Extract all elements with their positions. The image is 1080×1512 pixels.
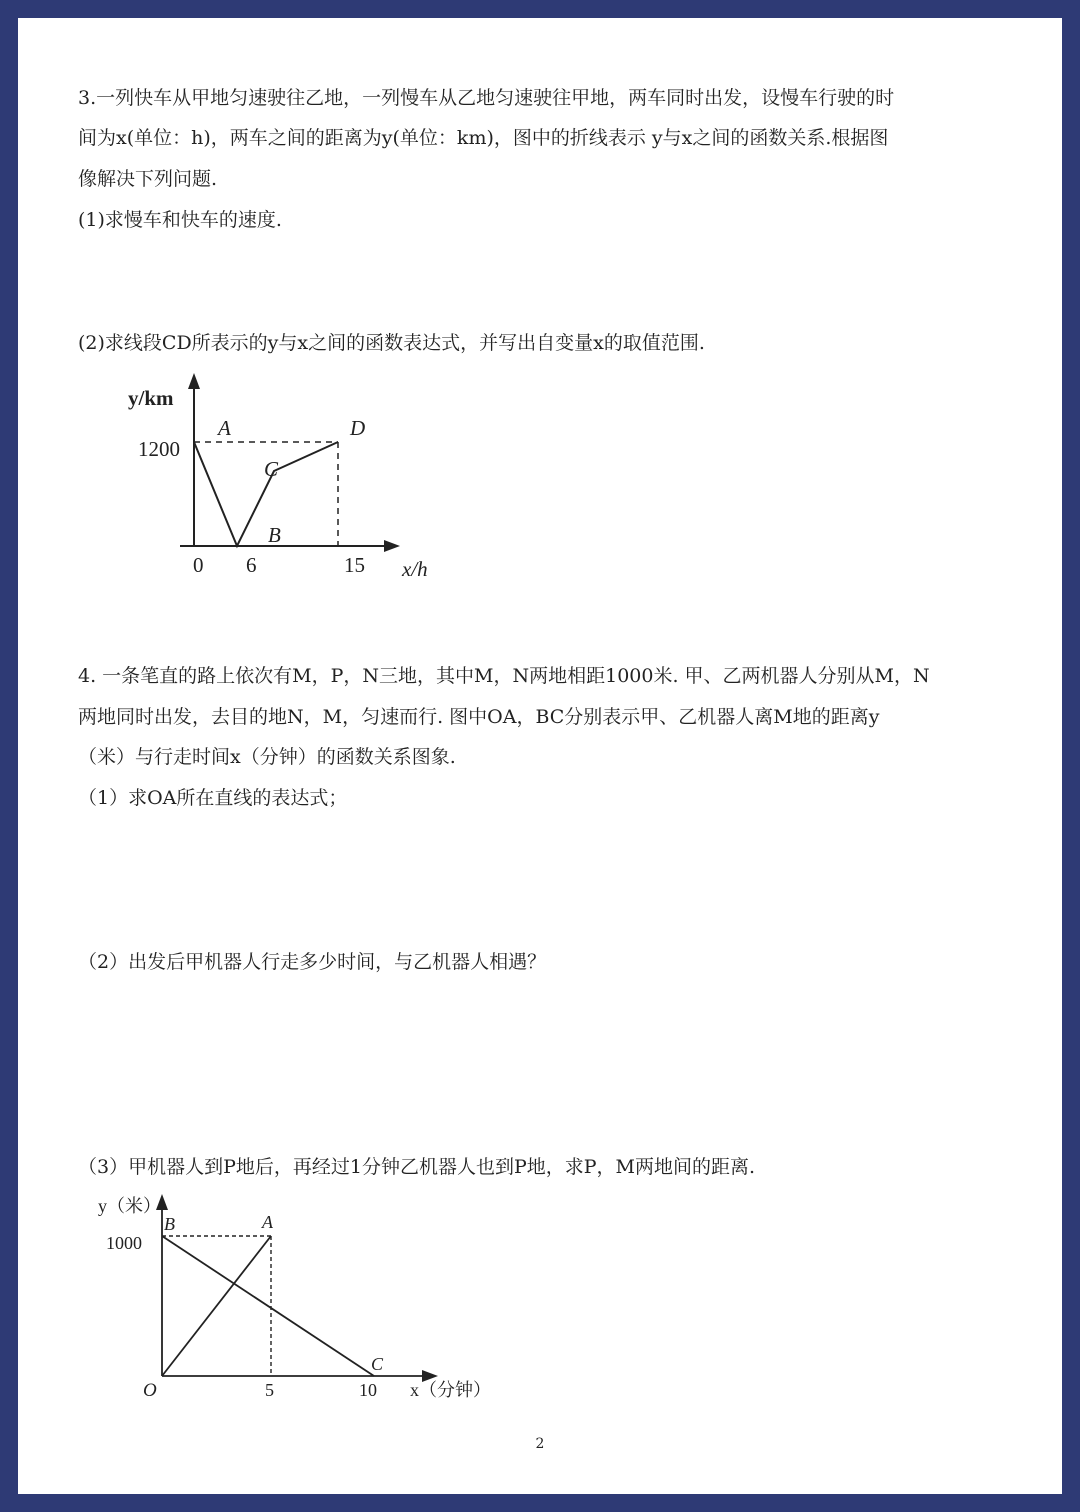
page-number: 2 <box>535 1436 545 1452</box>
p3-x-arrow <box>384 540 400 552</box>
p3-point-A: A <box>218 416 231 440</box>
p4-line-OA <box>162 1236 271 1376</box>
p3-y-axis-label: y/km <box>128 386 174 410</box>
problem3-question1: (1)求慢车和快车的速度. <box>78 209 282 231</box>
p4-y-axis-label: y（米） <box>98 1196 161 1216</box>
p3-point-C: C <box>264 457 279 481</box>
problem4-graph <box>88 1190 508 1405</box>
p3-x-axis-label: x/h <box>402 557 428 581</box>
p3-y-arrow <box>188 373 200 389</box>
p4-point-A: A <box>262 1212 273 1232</box>
problem3-graph <box>118 363 448 588</box>
problem4-text-line3: （米）与行走时间x（分钟）的函数关系图象. <box>78 746 456 768</box>
p3-y-tick-1200: 1200 <box>138 437 180 461</box>
problem3-text-line1: 3.一列快车从甲地匀速驶往乙地，一列慢车从乙地匀速驶往甲地，两车同时出发，设慢车行驶的时 <box>78 87 895 109</box>
p4-x-tick-10: 10 <box>359 1380 377 1400</box>
problem3-question2: (2)求线段CD所表示的y与x之间的函数表达式，并写出自变量x的取值范围. <box>78 332 705 354</box>
p4-point-C: C <box>371 1354 384 1374</box>
worksheet-page <box>18 18 1062 1494</box>
p4-line-BC <box>162 1236 374 1376</box>
problem4-question1: （1）求OA所在直线的表达式； <box>78 787 348 809</box>
p4-origin-label: O <box>143 1380 157 1401</box>
p4-x-axis-label: x（分钟） <box>410 1380 491 1400</box>
p4-x-tick-5: 5 <box>265 1380 274 1400</box>
p3-point-D: D <box>350 416 366 440</box>
problem4-text-line2: 两地同时出发，去目的地N，M，匀速而行. 图中OA，BC分别表示甲、乙机器人离M地的距离y <box>78 706 880 728</box>
p3-x-tick-15: 15 <box>344 553 365 577</box>
p3-point-B: B <box>268 523 281 547</box>
problem3-text-line2: 间为x(单位：h)，两车之间的距离为y(单位：km)，图中的折线表示 y与x之间的函数关系.根据图 <box>78 127 889 149</box>
p3-x-tick-0: 0 <box>193 553 204 577</box>
p4-y-tick-1000: 1000 <box>106 1233 142 1253</box>
p3-x-tick-6: 6 <box>246 553 257 577</box>
problem4-question3: （3）甲机器人到P地后，再经过1分钟乙机器人也到P地，求P，M两地间的距离. <box>78 1156 756 1178</box>
problem4-text-line1: 4. 一条笔直的路上依次有M，P，N三地，其中M，N两地相距1000米. 甲、乙两机器人分别从M，N <box>78 665 930 687</box>
p4-point-B: B <box>164 1214 175 1234</box>
problem3-text-line3: 像解决下列问题. <box>78 168 218 190</box>
problem4-question2: （2）出发后甲机器人行走多少时间，与乙机器人相遇？ <box>78 951 547 973</box>
